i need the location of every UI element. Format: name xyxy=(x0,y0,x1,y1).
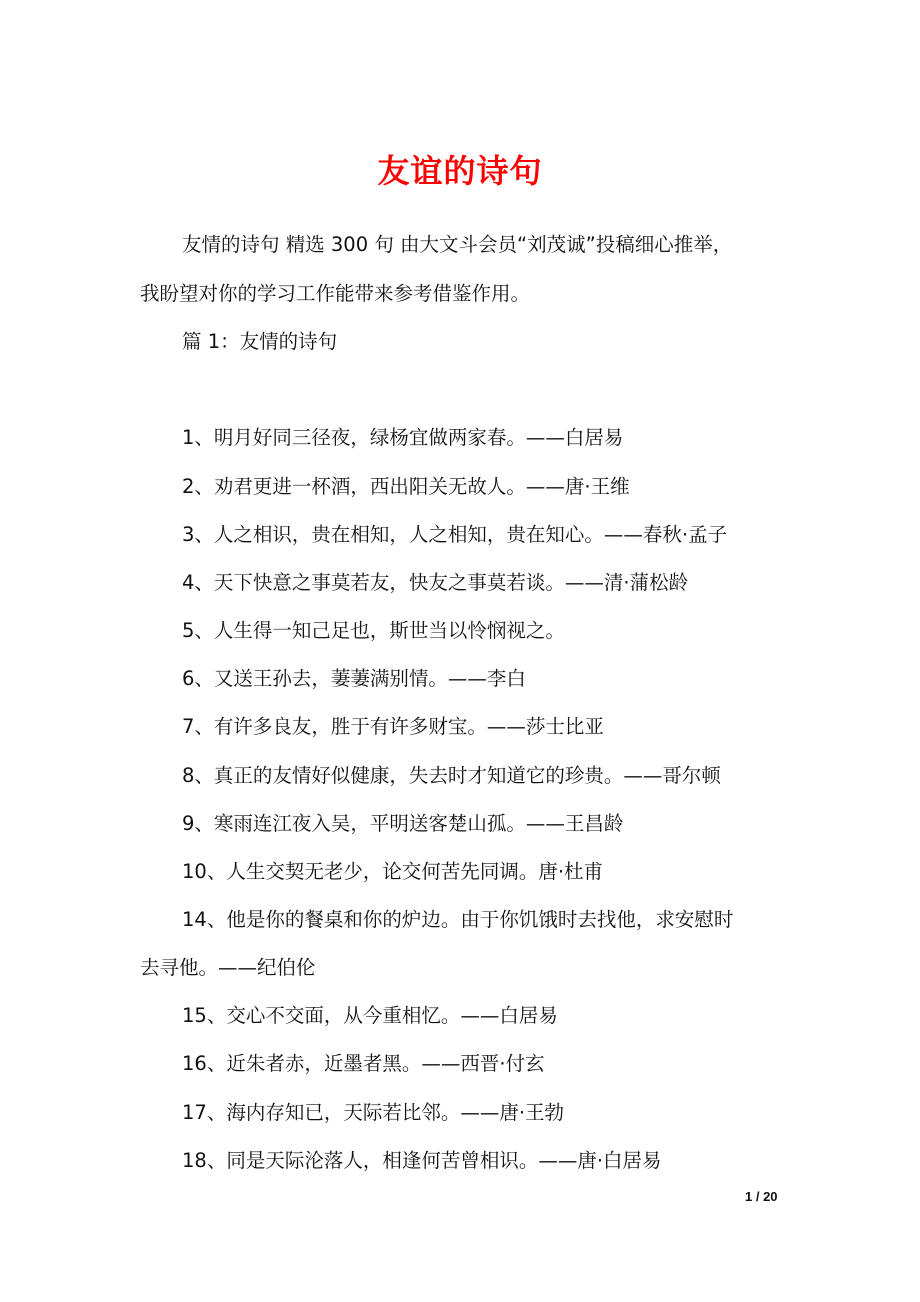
section-heading: 篇 1：友情的诗句 xyxy=(182,330,338,353)
poem-item: 17、海内存知已，天际若比邻。——唐·王勃 xyxy=(182,1101,565,1124)
poem-item: 10、人生交契无老少，论交何苦先同调。唐·杜甫 xyxy=(182,860,604,883)
poem-item: 3、人之相识，贵在相知，人之相知，贵在知心。——春秋·孟子 xyxy=(182,523,728,546)
poem-item: 9、寒雨连江夜入吴，平明送客楚山孤。——王昌龄 xyxy=(182,812,624,835)
poem-item: 16、近朱者赤，近墨者黑。——西晋·付玄 xyxy=(182,1052,545,1075)
intro-line-2: 我盼望对你的学习工作能带来参考借鉴作用。 xyxy=(140,282,531,305)
poem-item: 18、同是天际沦落人，相逢何苦曾相识。——唐·白居易 xyxy=(182,1149,662,1172)
poem-item: 15、交心不交面，从今重相忆。——白居易 xyxy=(182,1004,558,1027)
poem-item: 8、真正的友情好似健康，失去时才知道它的珍贵。——哥尔顿 xyxy=(182,764,721,787)
poem-item: 2、劝君更进一杯酒，西出阳关无故人。——唐·王维 xyxy=(182,475,630,498)
page-number: 1 / 20 xyxy=(745,1189,778,1204)
document-title: 友谊的诗句 xyxy=(377,152,543,190)
poem-item-14-line-2: 去寻他。——纪伯伦 xyxy=(140,956,316,979)
poem-item-14-line-1: 14、他是你的餐桌和你的炉边。由于你饥饿时去找他，求安慰时 xyxy=(182,908,734,931)
poem-item: 5、人生得一知己足也，斯世当以怜悯视之。 xyxy=(182,619,565,642)
poem-item: 1、明月好同三径夜，绿杨宜做两家春。——白居易 xyxy=(182,426,624,449)
poem-item: 6、又送王孙去，萋萋满别情。——李白 xyxy=(182,667,526,690)
poem-item: 7、有许多良友，胜于有许多财宝。——莎士比亚 xyxy=(182,715,604,738)
poem-item: 4、天下快意之事莫若友，快友之事莫若谈。——清·蒲松龄 xyxy=(182,571,689,594)
intro-line-1: 友情的诗句 精选 300 句 由大文斗会员“刘茂诚”投稿细心推举， xyxy=(182,233,733,256)
